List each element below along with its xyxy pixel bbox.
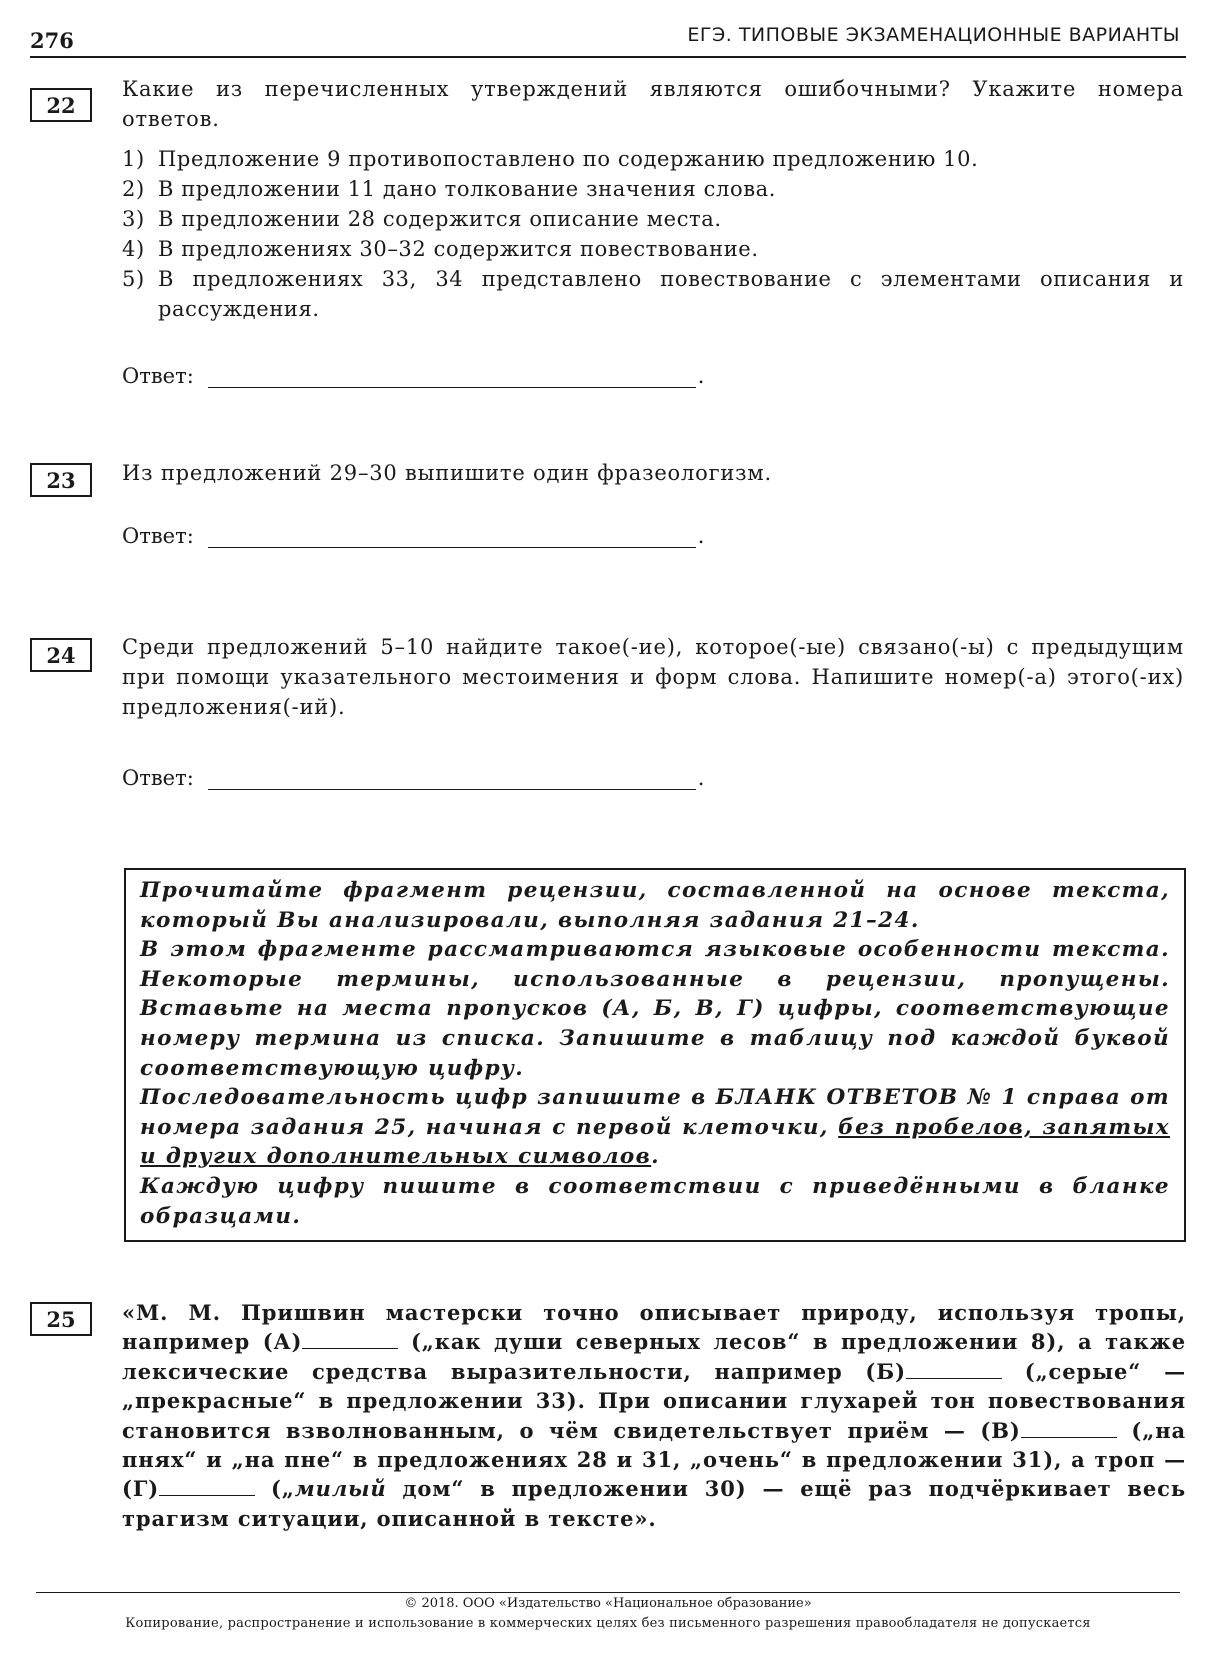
answer-label: Ответ: — [122, 766, 194, 790]
instruction-underlined: без пробелов, запятых и других дополнительных символов — [140, 1114, 1171, 1170]
task-23-answer: Ответ: . — [122, 524, 705, 548]
task-23-question: Из предложений 29–30 выпишите один фразеологизм. — [122, 461, 773, 485]
option-item — [122, 144, 1184, 174]
task-22-question: Какие из перечисленных утверждений являются ошибочными? Укажите номера ответов. — [122, 77, 1184, 131]
review-text: („как души северных лесов“ в предложении 8), а также лексические средства выразительности, например (Б) — [122, 1329, 1186, 1384]
option-text: В предложениях 30–32 содержится повествование. — [158, 237, 759, 261]
task-22-number: 22 — [30, 88, 92, 122]
option-number: 2) — [122, 177, 145, 201]
task-24-answer: Ответ: . — [122, 766, 705, 790]
instruction-text: Последовательность цифр запишите в БЛАНК ОТВЕТОВ № 1 справа от номера задания 25, начиная с первой клеточки, — [140, 1085, 1170, 1140]
answer-line[interactable] — [208, 769, 696, 790]
option-number: 3) — [122, 207, 145, 231]
footer-rule — [36, 1592, 1180, 1593]
option-text: В предложении 28 содержится описание места. — [158, 207, 722, 231]
answer-label: Ответ: — [122, 524, 194, 548]
option-number: 1) — [122, 147, 145, 171]
review-text: („на пнях“ и „на пне“ в предложениях 28 и 31, „очень“ в предложении 31), а троп — (Г) — [122, 1417, 1186, 1502]
instruction-box — [124, 868, 1186, 1242]
review-text: дом“ в предложении 30) — ещё раз подчёркивает весь трагизм ситуации, описанной в тексте». — [122, 1476, 1186, 1531]
review-text: «М. М. Пришвин мастерски точно описывает природу, используя тропы, например (А) — [122, 1300, 1186, 1355]
task-24-question: Среди предложений 5–10 найдите такое(-ие), которое(-ые) связано(-ы) с предыдущим при помощи указательного местоимения и форм слова. Напишите номер(-а) этого(-их) предложения(-ий). — [122, 635, 1184, 719]
instruction-paragraph — [140, 1083, 1170, 1172]
page-number: 276 — [30, 28, 74, 53]
task-22-answer: Ответ: . — [122, 364, 705, 388]
footer-legal: Копирование, распространение и использование в коммерческих целях без письменного разрешения правообладателя не допускается — [125, 1616, 1091, 1631]
gap-v[interactable] — [1021, 1419, 1117, 1438]
gap-b[interactable] — [906, 1360, 1002, 1379]
answer-label: Ответ: — [122, 364, 194, 388]
review-italic: милый — [294, 1476, 387, 1502]
gap-a[interactable] — [302, 1330, 398, 1349]
task-23-number: 23 — [30, 463, 92, 497]
task-24-number: 24 — [30, 638, 92, 672]
instruction-text: . — [651, 1144, 661, 1170]
gap-g[interactable] — [159, 1477, 255, 1496]
task-25-number: 25 — [30, 1302, 92, 1336]
option-item — [122, 174, 1184, 204]
running-head: ЕГЭ. ТИПОВЫЕ ЭКЗАМЕНАЦИОННЫЕ ВАРИАНТЫ — [687, 24, 1180, 46]
instruction-paragraph: В этом фрагменте рассматриваются языковые особенности текста. Некоторые термины, использованные в рецензии, пропущены. Вставьте на места пропусков (А, Б, В, Г) цифры, соответствующие номеру термина из списка. Запишите в таблицу под каждой буквой соответствующую цифру. — [140, 937, 1170, 1081]
instruction-paragraph: Каждую цифру пишите в соответствии с приведёнными в бланке образцами. — [140, 1173, 1170, 1229]
option-item — [122, 264, 1184, 324]
option-text: В предложениях 33, 34 представлено повествование с элементами описания и рассуждения. — [158, 267, 1184, 321]
instruction-paragraph: Прочитайте фрагмент рецензии, составленной на основе текста, который Вы анализировали, выполняя задания 21–24. — [140, 878, 1170, 933]
option-item — [122, 234, 1184, 264]
review-text: („серые“ — „прекрасные“ в предложении 33). При описании глухарей тон повествования становится взволнованным, о чём свидетельствует приём — (В) — [122, 1358, 1186, 1443]
option-text: В предложении 11 дано толкование значения слова. — [158, 177, 777, 201]
header-rule — [30, 56, 1186, 58]
option-item — [122, 204, 1184, 234]
task-25-text — [122, 1298, 1186, 1533]
option-number: 4) — [122, 237, 145, 261]
option-number: 5) — [122, 267, 145, 291]
review-text: („ — [255, 1476, 295, 1502]
answer-line[interactable] — [208, 527, 696, 548]
task-22-options — [122, 144, 1184, 324]
footer-copyright: © 2018. ООО «Издательство «Национальное образование» — [404, 1596, 812, 1611]
option-text: Предложение 9 противопоставлено по содержанию предложению 10. — [158, 147, 979, 171]
answer-line[interactable] — [208, 367, 696, 388]
